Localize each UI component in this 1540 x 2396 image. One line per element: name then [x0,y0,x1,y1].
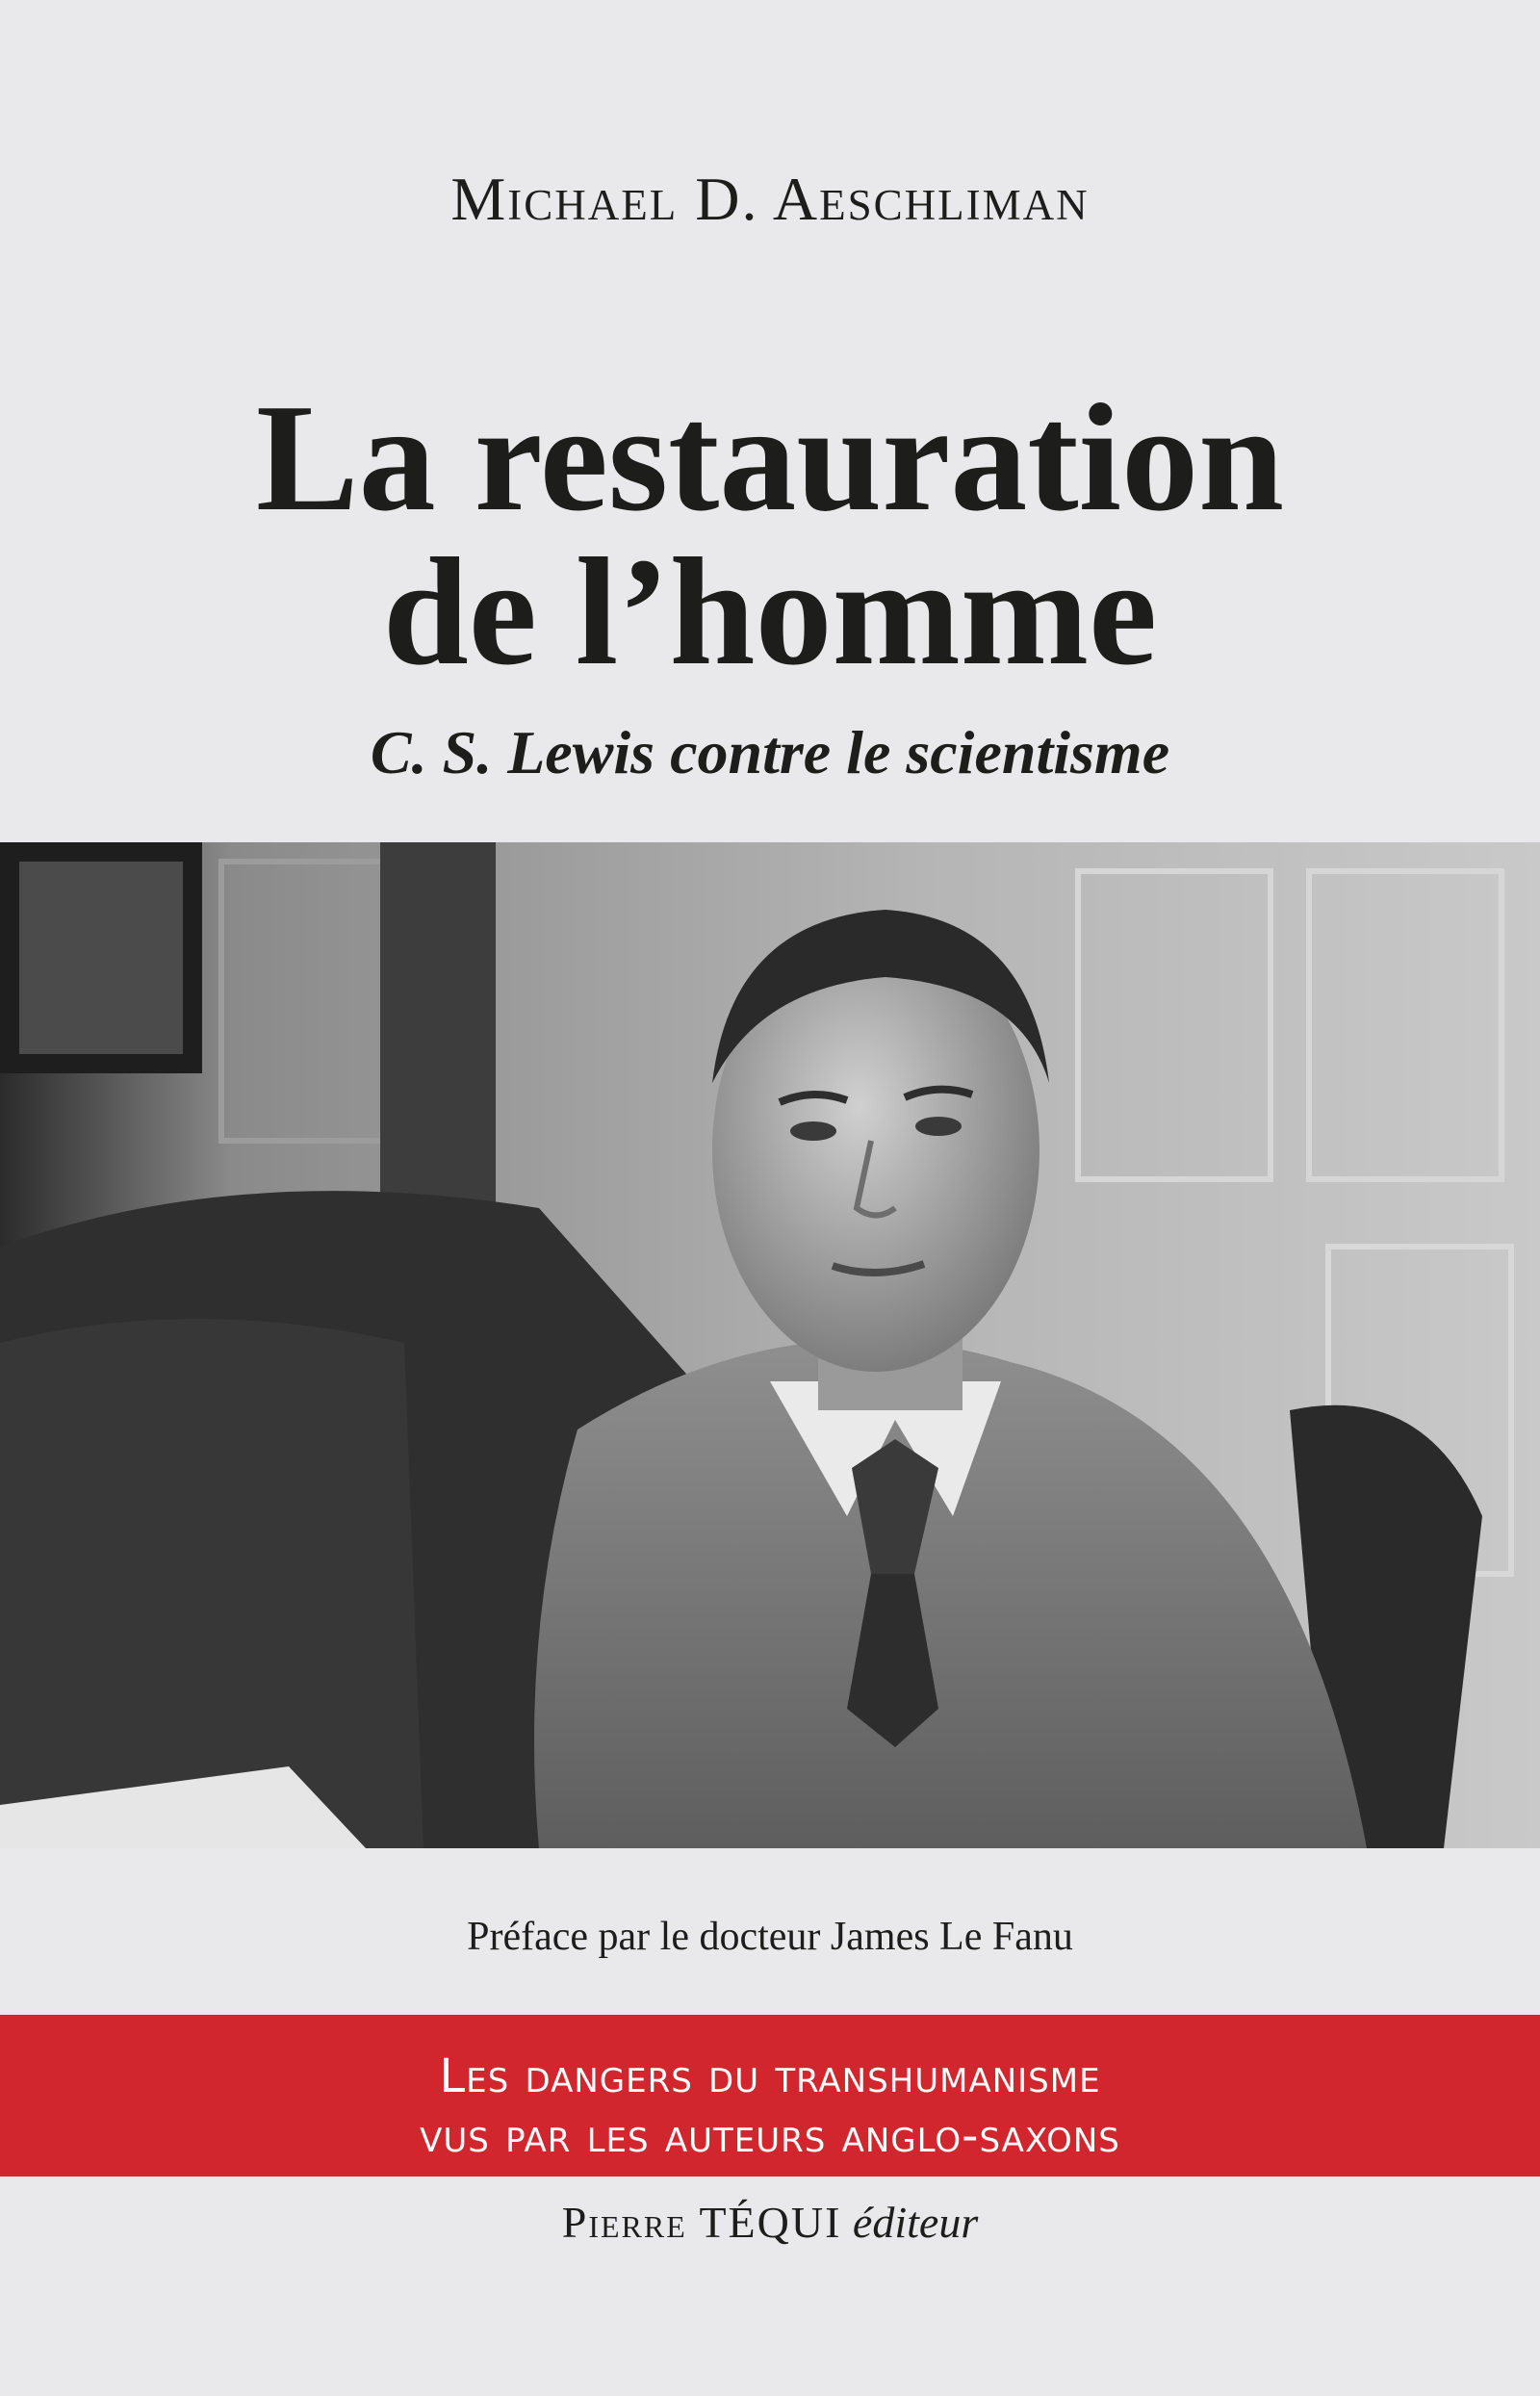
author-photo [0,842,1540,1848]
banner-line-1: Les dangers du transhumanisme [439,2049,1101,2103]
book-subtitle: C. S. Lewis contre le scientisme [370,718,1170,786]
author-name: Michael D. Aeschliman [450,165,1090,233]
tagline-banner [0,2015,1540,2177]
portrait-photo-illustration [0,842,1540,1848]
banner-line-2: vus par les auteurs anglo-saxons [420,2109,1120,2163]
preface-credit: Préface par le docteur James Le Fanu [467,1915,1073,1959]
title-line-2: de l’homme [382,526,1158,697]
publisher-imprint [0,2197,1540,2248]
book-title [0,372,1540,697]
title-line-1: La restauration [255,372,1285,543]
publisher-name: Pierre TÉQUI [561,2198,842,2247]
publisher-role: éditeur [852,2198,979,2247]
